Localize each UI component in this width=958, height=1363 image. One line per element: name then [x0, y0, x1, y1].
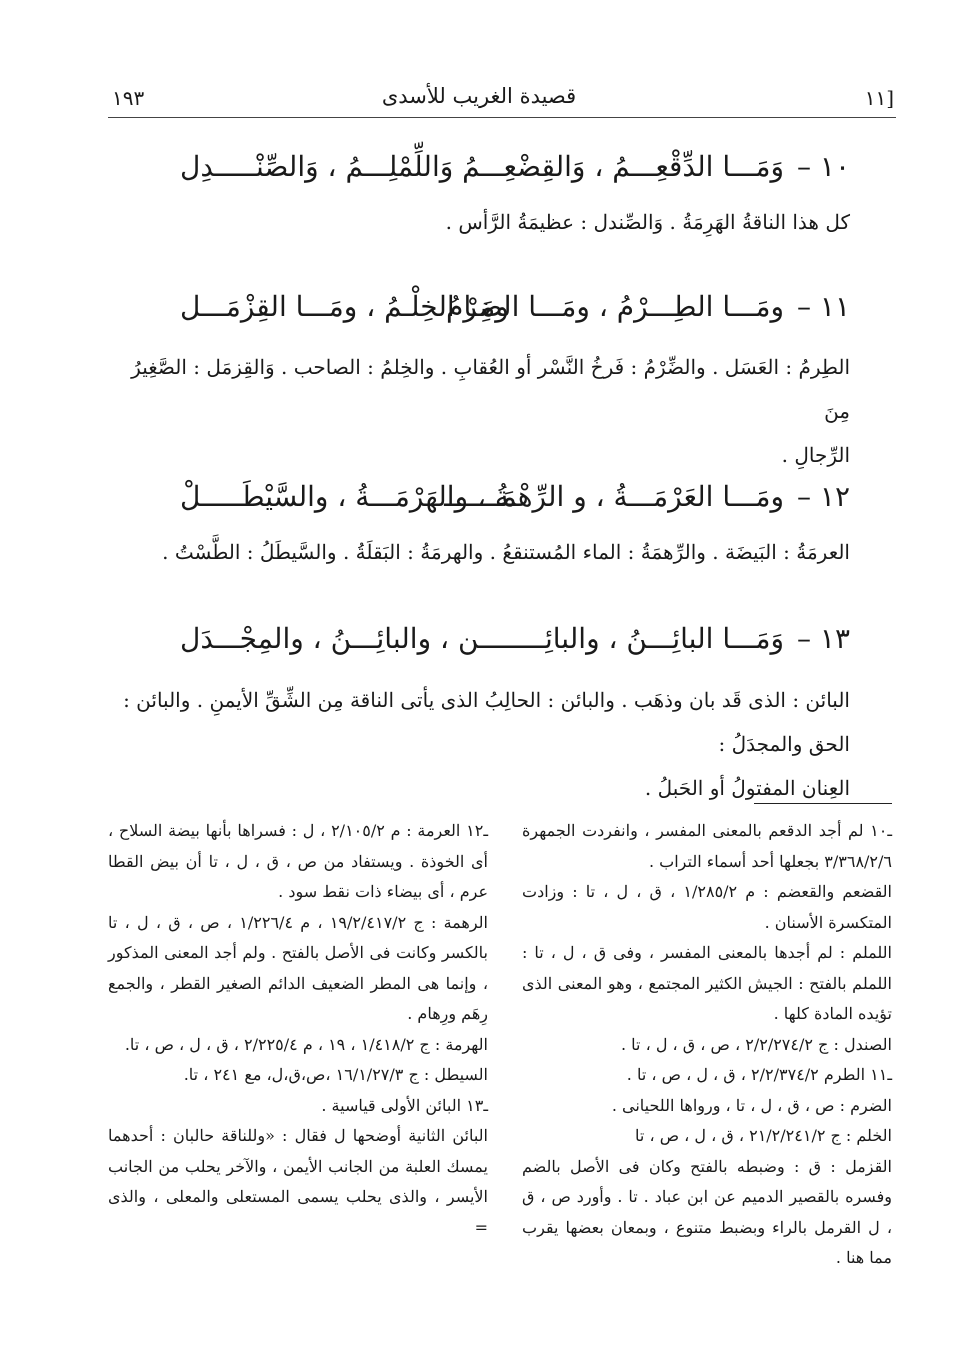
- verse-second-hemistich: ـةُ ، والهَرْمَـــةُ ، والسَّيْطَـــــلْ: [180, 480, 519, 513]
- footnote: الرهمة : ج ١٩/٢/٤١٧/٢ ، م ١/٢٢٦/٤ ، ص ، ق ، ل ، تا بالكسر وكانت فى الأصل بالفتح . ولم أجد المعنى المذكور ، وإنما هى المطر الضعيف الدائم الصغير القطر ، والجمع رِهَم ورِهام .: [108, 912, 489, 1023]
- verse-12: [180, 480, 850, 528]
- verse-second-hemistich: ـمُ وَاللِّمْلِـــمُ ، وَالصِّنْـــــدِل: [180, 150, 489, 183]
- verse-12-gloss: [100, 530, 850, 574]
- footnote: ـ١٠ لم أجد الدقعم بالمعنى المفسر ، وانفردت الجمهرة ٣/٣٦٨/٢/٦ بجعلها أحد أسماء التراب .: [522, 821, 892, 871]
- footnote: القضعم والقعضم : م ١/٢٨٥/٢ ، ق ، ل ، تا : وزادت المتكسرة الأسنان .: [522, 882, 892, 932]
- verse-10: [180, 150, 850, 198]
- page-number: ١٩٣: [112, 86, 145, 110]
- verse-first-hemistich: ومَـــا الطِـــرْمُ ، ومَـــا الضِرْمُ: [445, 290, 784, 323]
- verse-10-gloss: [100, 200, 850, 244]
- verse-first-hemistich: وَمَـــا البائِـــنُ ، والبائِـــــــ: [487, 622, 784, 655]
- footnote: الصندل : ج ٢/٢/٢٧٤/٢ ، ص ، ق ، ل ، تا .: [621, 1034, 892, 1054]
- verse-number: ١١ –: [797, 290, 850, 323]
- section-marker: [١١: [864, 86, 894, 110]
- gloss-line: كل هذا الناقةُ الهَرِمَةُ . وَالصِّندل : عظيمَةُ الرَّأس .: [445, 210, 850, 234]
- verse-number: ١٣ –: [797, 622, 850, 655]
- footnote: ـ١١ الطرم ٢/٢/٣٧٤/٢ ، ق ، ل ، ص ، تا .: [626, 1065, 892, 1084]
- gloss-line: العِنان المفتولُ أو الحَبلُ .: [644, 776, 850, 800]
- verse-13: [180, 622, 850, 670]
- gloss-line: العرمَةُ : البَيضَة . والرِّهمَةُ : الماء المُستنقعُ . والهرمَةُ : البَقلَةُ . والسَّيطَلُ : الطَّسْتُ .: [162, 540, 850, 564]
- gloss-line: الرِّجالِ .: [781, 443, 850, 467]
- footnotes-right-column: [522, 816, 892, 1274]
- footnote: البائن الثانية أوضحها ل فقال : «وللناقة حالبان : أحدهما يمسك العلبة من الجانب الأيمن ، والآخر يحلب من الجانب الأيسر ، والذى يحلب يسمى المستعلى والمعلى ، والذى =: [108, 1126, 488, 1237]
- footnote: السيطل : ج ١٦/١/٢٧/٣ ،ص،ق،ل، مع ٢٤١ ، تا.: [183, 1065, 488, 1084]
- verse-number: ١٠ –: [797, 150, 850, 183]
- verse-number: ١٢ –: [797, 480, 850, 513]
- footnote-rule: [754, 803, 892, 804]
- verse-first-hemistich: وَمَـــا الدِّقْعِـــمُ ، وَالقِضْعِـــ: [479, 150, 784, 183]
- header-rule: [108, 117, 896, 118]
- verse-11: [180, 290, 850, 338]
- footnote: القزمل : ق : وضبطه بالفتح وكان فى الأصل بالضم وفسره بالقصير الدميم عن ابن عباد . تا . وأورد ص ، ق ، ل القرمل بالراء وبضبط متنوع ، وبمعان بعضها يقرب مما هنا .: [522, 1156, 892, 1267]
- gloss-line: البائن : الذى قَد بان وذهَب . والبائن : الحالِبُ الذى يأتى الناقة مِن الشِّقِّ الأيمنِ . والبائن : الحق والمجدَلُ :: [123, 688, 850, 756]
- verse-13-gloss: [100, 678, 850, 810]
- verse-11-gloss: [100, 345, 850, 477]
- footnote: اللملم : لم أجدها بالمعنى المفسر ، وفى ق ، ل ، تا : اللملم بالفتح : الجيش الكثير المجتمع ، وهو المعنى الذى تؤيده المادة كلها .: [522, 943, 892, 1023]
- running-title: قصيدة الغريب للأسدى: [381, 84, 577, 108]
- footnote: ـ١٣ البائن الأولى قياسية .: [321, 1095, 488, 1115]
- footnote: الخلم : ج ٢١/٢/٢٤١/٢ ، ق ، ل ، ص ، تا: [635, 1126, 892, 1145]
- verse-second-hemistich: ومَـا الخِلْـمُ ، ومَـــا القِزْمَـــل: [180, 290, 509, 323]
- verse-second-hemistich: ـن ، والبائِـــنُ ، والمِجْـــدَل: [180, 622, 488, 655]
- footnote: الهرمة : ج ١/٤١٨/٢ ، ١٩ ، م ٢/٢٢٥/٤ ، ق ، ل ، ص ، تا.: [124, 1034, 488, 1054]
- footnote: ـ١٢ العرمة : م ٢/١٠٥/٢ ، ل : فسراها بأنها بيضة السلاح ، أى الخوذة . ويستفاد من ص ، ق ، ل ، تا أن بيض القطا عرم ، أى بيضاء ذات نقط سود .: [108, 821, 489, 901]
- verse-first-hemistich: ومَـــا العَرْمَـــةُ ، و الرِّهْمَـــــــ: [444, 480, 784, 513]
- gloss-line: الطِرمُ : العَسَل . والضِّرْمُ : فَرخُ النَّسْر أو العُقابِ . والخِلمُ : الصاحب . وَالقِزمَل : الصَّغِيرُ مِنَ: [131, 355, 850, 423]
- footnote: الضرم : ص ، ق ، ل ، تا ، ورواها اللحيانى .: [611, 1095, 892, 1115]
- footnotes-left-column: [108, 816, 488, 1243]
